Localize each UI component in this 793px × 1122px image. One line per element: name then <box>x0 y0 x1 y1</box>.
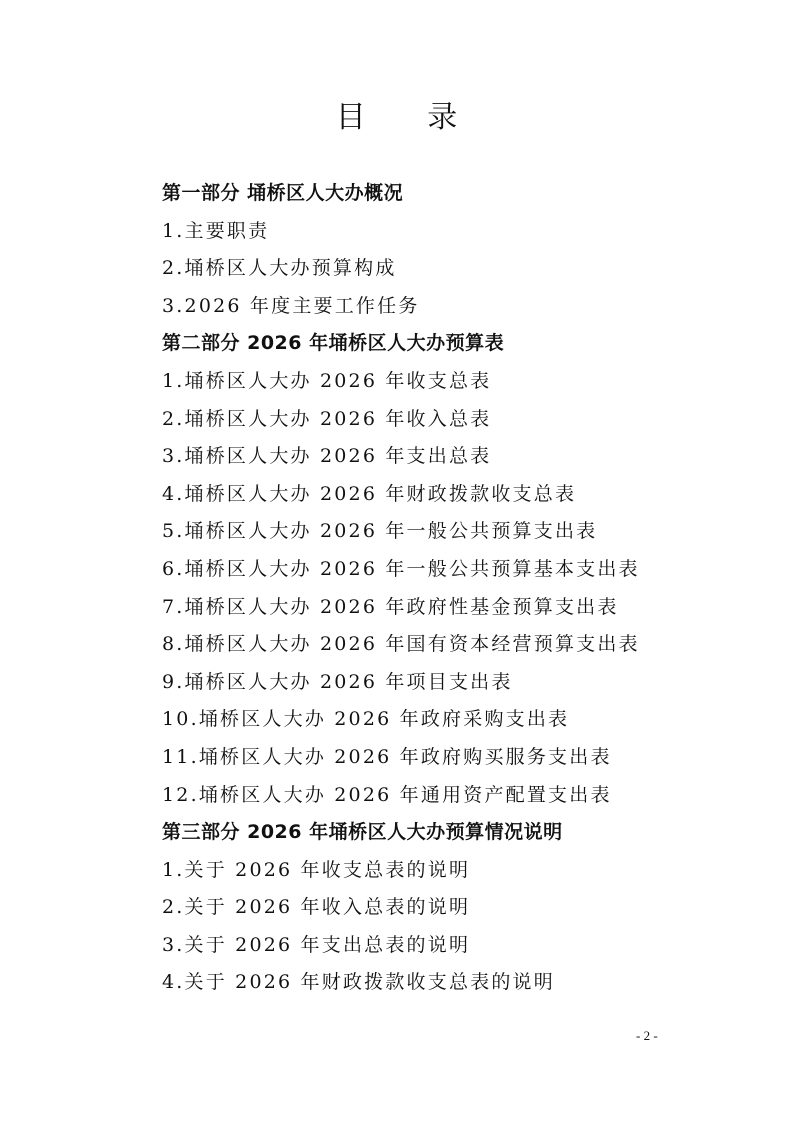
toc-item: 1.埇桥区人大办 2026 年收支总表 <box>162 369 492 392</box>
toc-item: 6.埇桥区人大办 2026 年一般公共预算基本支出表 <box>162 557 640 580</box>
page-title: 目 录 <box>335 100 484 135</box>
toc-item: 11.埇桥区人大办 2026 年政府购买服务支出表 <box>162 745 612 768</box>
toc-item: 5.埇桥区人大办 2026 年一般公共预算支出表 <box>162 520 598 543</box>
toc-item: 12.埇桥区人大办 2026 年通用资产配置支出表 <box>162 783 612 806</box>
toc-item: 2.埇桥区人大办 2026 年收入总表 <box>162 407 492 430</box>
table-of-contents <box>162 175 662 1002</box>
toc-item: 4.埇桥区人大办 2026 年财政拨款收支总表 <box>162 482 577 505</box>
toc-item: 3.埇桥区人大办 2026 年支出总表 <box>162 445 492 468</box>
toc-item: 8.埇桥区人大办 2026 年国有资本经营预算支出表 <box>162 633 640 656</box>
page-number: - 2 - <box>636 1028 658 1043</box>
toc-part-2: 第二部分 2026 年埇桥区人大办预算表 <box>162 332 505 355</box>
toc-item: 2.关于 2026 年收入总表的说明 <box>162 896 471 919</box>
toc-item: 1.主要职责 <box>162 219 270 242</box>
toc-item: 10.埇桥区人大办 2026 年政府采购支出表 <box>162 708 570 731</box>
toc-item: 2.埇桥区人大办预算构成 <box>162 257 397 280</box>
toc-item: 3.2026 年度主要工作任务 <box>162 294 420 317</box>
toc-part-1: 第一部分 埇桥区人大办概况 <box>162 182 404 204</box>
toc-item: 9.埇桥区人大办 2026 年项目支出表 <box>162 670 513 693</box>
toc-item: 7.埇桥区人大办 2026 年政府性基金预算支出表 <box>162 595 619 618</box>
toc-part-3: 第三部分 2026 年埇桥区人大办预算情况说明 <box>162 821 563 844</box>
toc-item: 3.关于 2026 年支出总表的说明 <box>162 933 471 956</box>
toc-item: 4.关于 2026 年财政拨款收支总表的说明 <box>162 971 555 994</box>
toc-item: 1.关于 2026 年收支总表的说明 <box>162 858 471 881</box>
